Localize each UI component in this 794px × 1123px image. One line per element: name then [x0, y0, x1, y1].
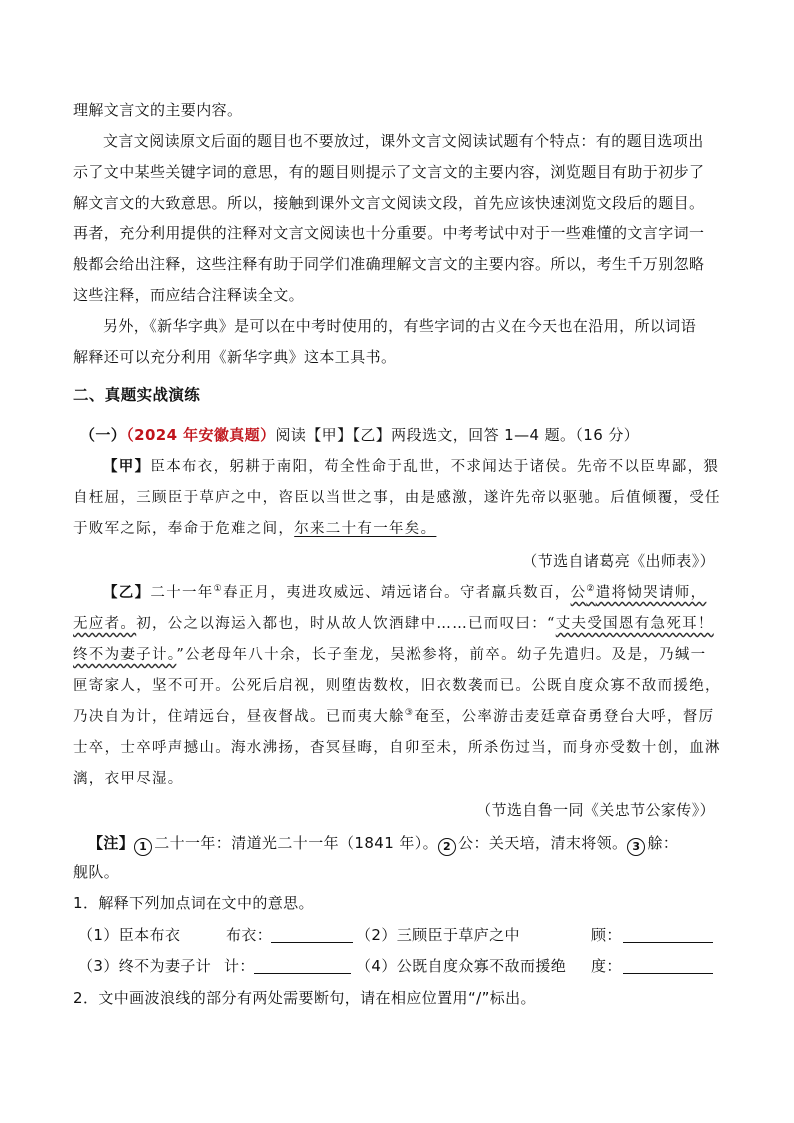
passage-yi-line: 匣寄家人，坚不可开。公死后启视，则堕齿数枚，旧衣数袭而已。公既自度众寡不敌而援绝，: [73, 678, 721, 694]
intro-paragraph-line: 解文言文的大致意思。所以，接触到课外文言文阅读文段，首先应该快速浏览文段后的题目。: [73, 194, 705, 212]
question-source: （2024 年安徽真题）: [126, 426, 276, 444]
passage-yi-line: [73, 707, 723, 727]
question-1-title: 1．解释下列加点词在文中的意思。: [73, 894, 314, 912]
notes-tag: 【注】: [88, 834, 135, 852]
passage-yi-line: [73, 614, 723, 634]
passage-yi-line: 士卒，士卒呼声撼山。海水沸扬，杳冥昼晦，自卯至未，所杀伤过当，而身亦受数十创，血淋: [73, 740, 721, 756]
intro-paragraph-line: 示了文中某些关键字词的意思，有的题目则提示了文言文的主要内容，浏览题目有助于初步了: [73, 163, 705, 181]
footnote-marker: ②: [586, 584, 596, 595]
answer-blank[interactable]: [254, 959, 351, 974]
item-label: （2）三顾臣于草庐之中: [356, 926, 520, 944]
wavy-text: [571, 585, 707, 601]
footnote-marker: ③: [404, 708, 415, 719]
note-number-2: 2: [438, 838, 456, 856]
item-word: 度：: [591, 957, 622, 975]
passage-text: ”公老母年八十余，长子奎龙，吴淞参将，前卒。幼子先遣归。及是，乃缄一: [176, 647, 707, 663]
passage-jia-source: （节选自诸葛亮《出师表》）: [522, 552, 715, 570]
item-label: （1）臣本布衣: [78, 926, 181, 944]
passage-yi-line: [103, 583, 723, 603]
answer-blank[interactable]: [623, 928, 713, 943]
intro-paragraph-line: 这些注释，而应结合注释读全文。: [73, 286, 305, 304]
intro-line: 理解文言文的主要内容。: [73, 101, 243, 119]
footnote-marker: ①: [213, 584, 223, 595]
note-number-1: 1: [134, 838, 152, 856]
answer-blank[interactable]: [623, 959, 713, 974]
passage-text: 艅: [389, 709, 405, 725]
notes-line: [88, 833, 723, 856]
item-label: （3）终不为妻子计: [78, 957, 212, 975]
answer-blank[interactable]: [271, 928, 353, 943]
question-number: （一）: [80, 426, 127, 444]
passage-text: 二十一年: [150, 585, 214, 601]
item-word: 布衣：: [226, 926, 273, 944]
section-heading: 二、真题实战演练: [73, 386, 201, 404]
intro-paragraph-line: 般都会给出注释，这些注释有助于同学们准确理解文言文的主要内容。所以，考生千万别忽略: [73, 255, 705, 273]
intro-paragraph-line: 解释还可以充分利用《新华字典》这本工具书。: [73, 348, 397, 366]
wavy-text: 无应者。: [73, 616, 137, 632]
note-number-3: 3: [627, 838, 645, 856]
passage-jia-line: [73, 519, 723, 539]
passage-text: 奄至，公率游击麦廷章奋勇登台大呼，督厉: [414, 709, 715, 725]
passage-text: 初，公之以海运入都也，时从故人饮酒肆中……已而叹曰：“: [136, 616, 556, 632]
passage-text: 乃决自为计，住靖远台，昼夜督战。已而夷大: [73, 709, 389, 725]
wavy-text: 终不为妻子计。: [73, 647, 177, 663]
item-label: （4）公既自度众寡不敌而援绝: [356, 957, 567, 975]
passage-jia-line: 自枉屈，三顾臣于草庐之中，咨臣以当世之事，由是感激，遂许先帝以驱驰。后值倾覆，受任: [73, 490, 721, 506]
passage-text: 臣本布衣，躬耕于南阳，苟全性命于乱世，不求闻达于诸侯。先帝不以臣卑鄙，猥: [150, 459, 720, 475]
notes-line: 舰队。: [73, 863, 120, 881]
passage-yi-source: （节选自鲁一同《关忠节公家传》）: [476, 801, 715, 819]
wavy-text: 丈夫受国恩有急死耳！: [555, 616, 714, 632]
question-2-title: 2．文中画波浪线的部分有两处需要断句，请在相应位置用“/”标出。: [73, 989, 536, 1007]
passage-text: 春正月，夷进攻威远、靖远诸台。守者羸兵数百，: [222, 585, 571, 601]
passage-text: 公: [570, 585, 587, 601]
passage-yi-line: [73, 645, 723, 665]
passage-yi-tag: 【乙】: [103, 584, 151, 601]
intro-paragraph-line: 另外，《新华字典》是可以在中考时使用的，有些字词的古义在今天也在沿用，所以词语: [103, 317, 697, 335]
question-prompt: 阅读【甲】【乙】两段选文，回答 1—4 题。（16 分）: [275, 426, 640, 444]
underlined-sentence: 尔来二十有一年矣。: [294, 521, 437, 537]
passage-yi-line: 漓，衣甲尽湿。: [73, 771, 184, 787]
passage-jia-line: [103, 457, 723, 477]
note-text: 艅：: [647, 834, 679, 852]
passage-text: 遣将恸哭请师，: [595, 585, 707, 601]
item-word: 顾：: [591, 926, 622, 944]
question-header: [80, 425, 730, 445]
note-text: 二十一年：清道光二十一年（1841 年）。: [154, 834, 439, 852]
intro-paragraph-line: 再者，充分利用提供的注释对文言文阅读也十分重要。中考考试中对于一些难懂的文言字词一: [73, 224, 705, 242]
passage-jia-tag: 【甲】: [103, 458, 151, 475]
passage-text: 于败军之际，奉命于危难之间，: [73, 521, 295, 537]
note-text: 公：关天培，清末将领。: [458, 834, 628, 852]
item-word: 计：: [224, 957, 255, 975]
intro-paragraph-line: 文言文阅读原文后面的题目也不要放过，课外文言文阅读试题有个特点：有的题目选项出: [103, 132, 704, 150]
